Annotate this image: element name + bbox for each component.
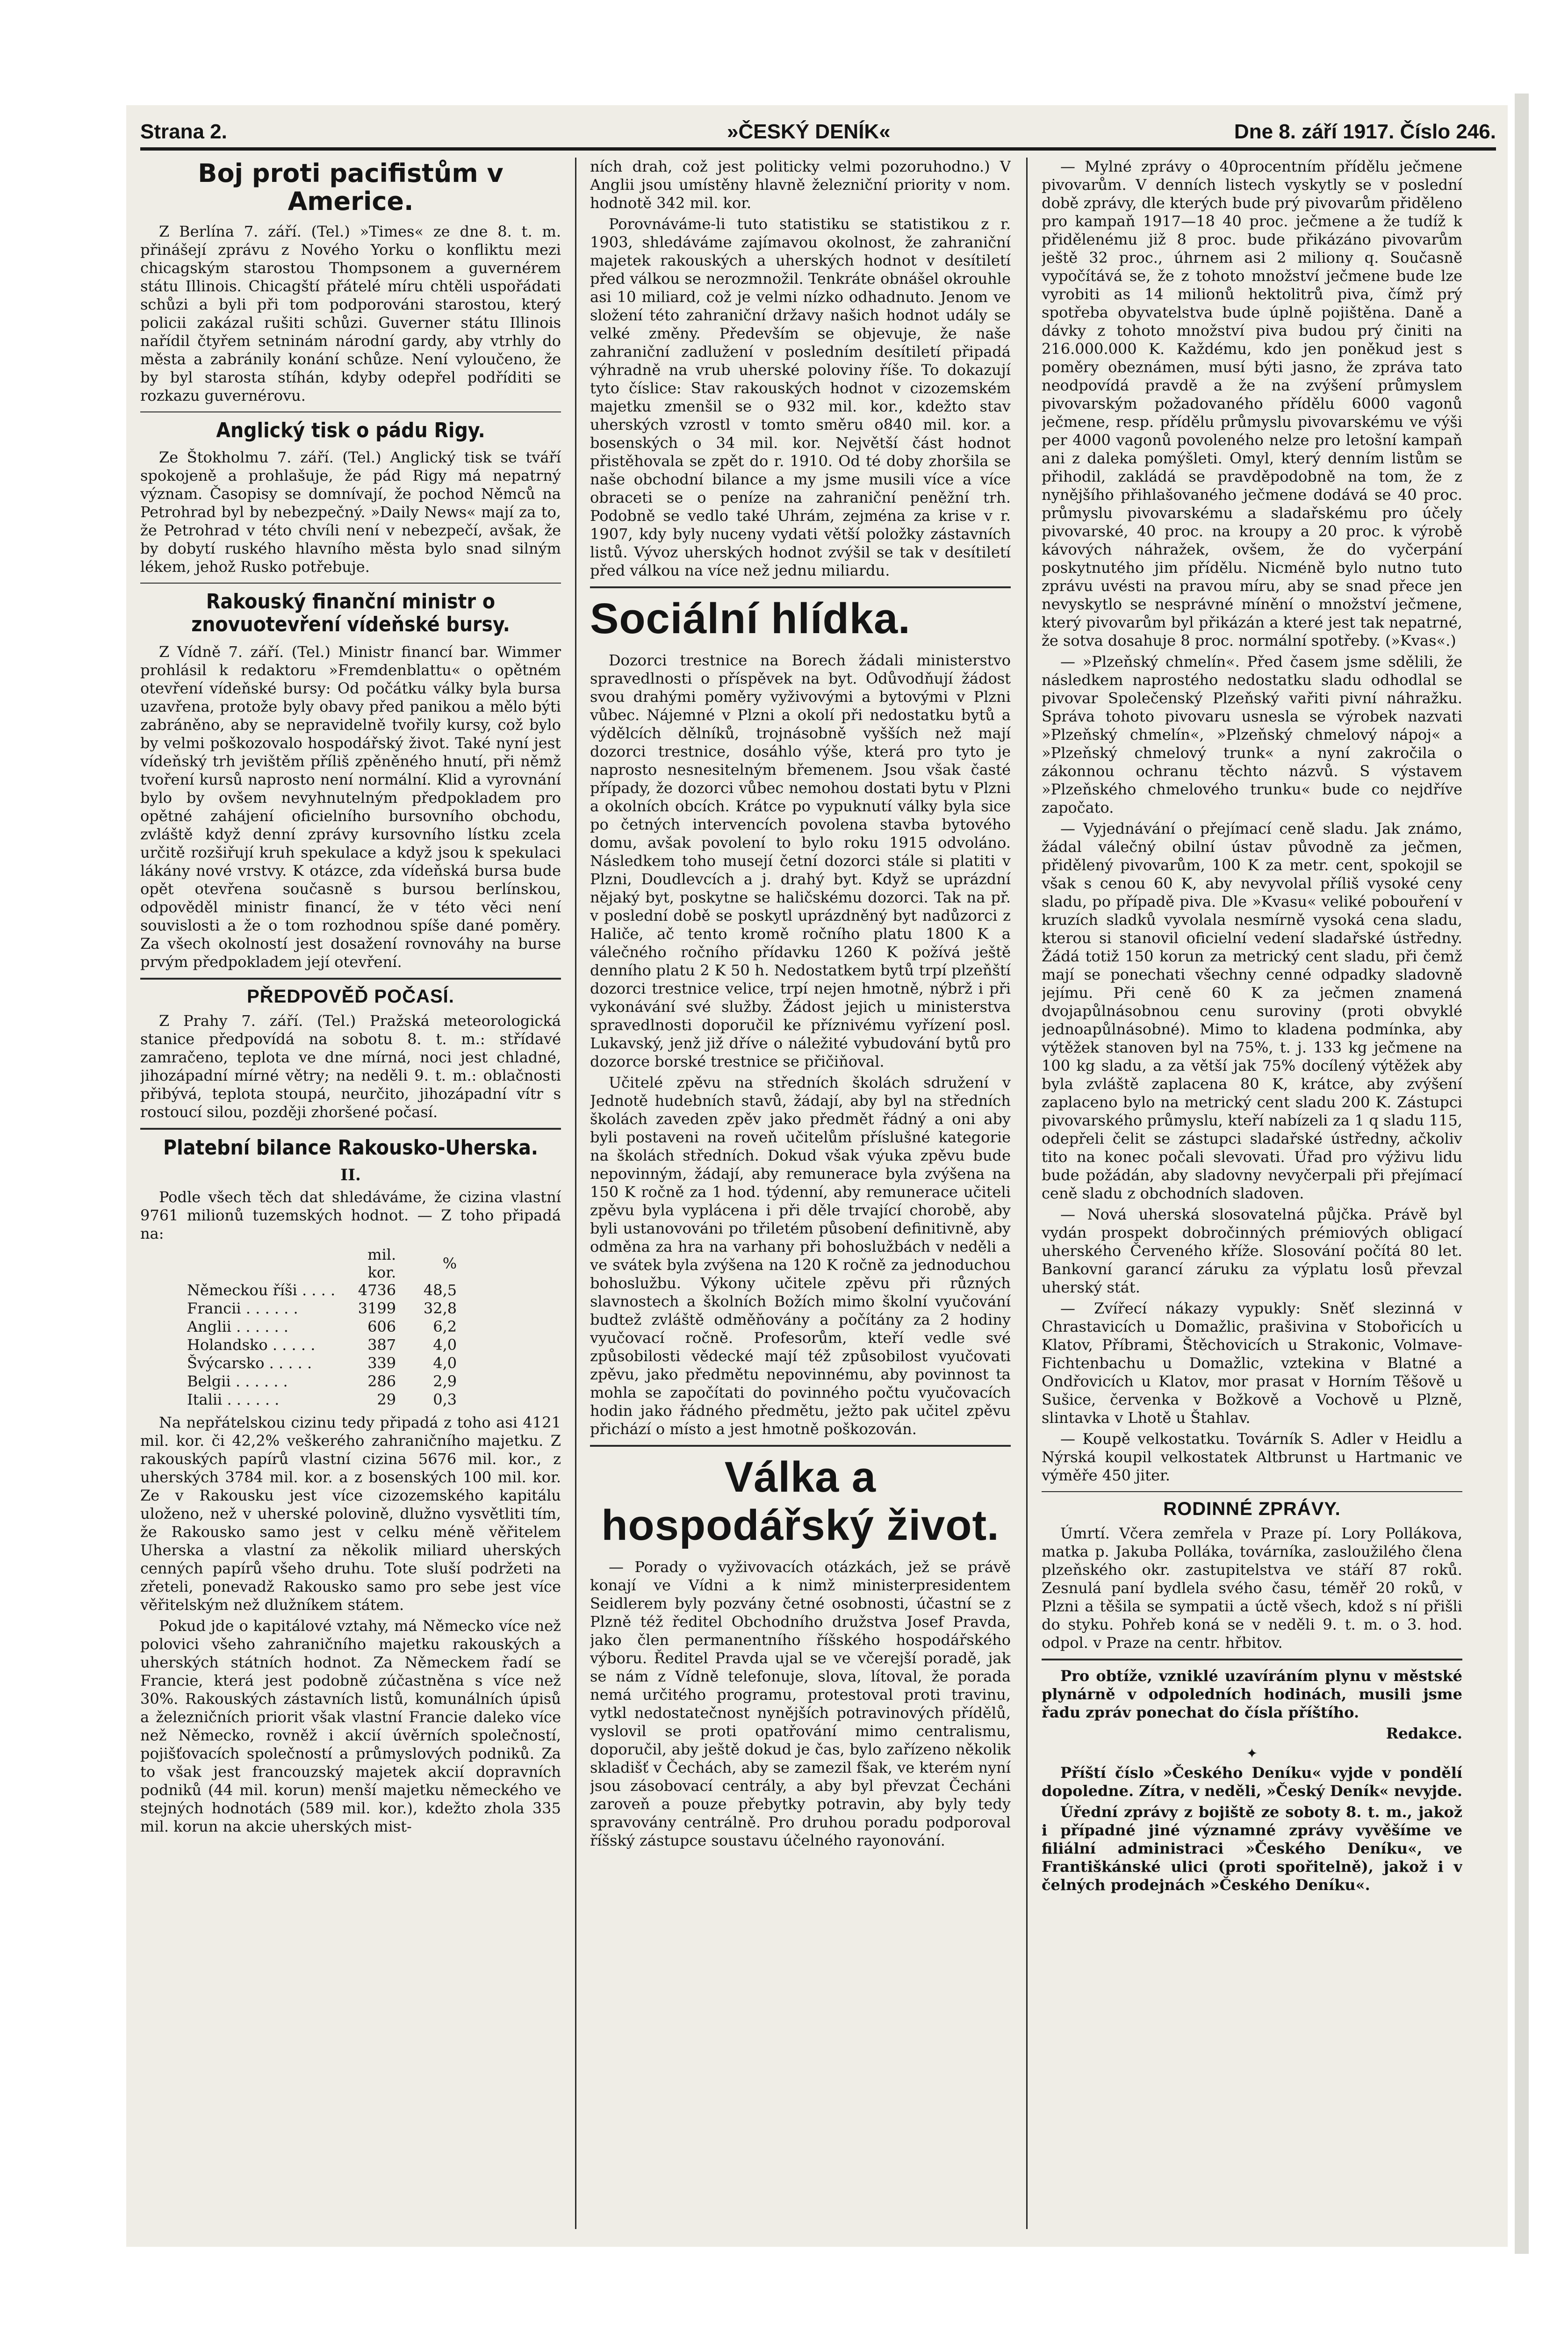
- table-row: Švýcarsko . . . . . 339 4,0: [187, 1354, 457, 1372]
- article-text: Pokud jde o kapitálové vztahy, má Německo více než polovici všeho zahraničního majetku rakouských a uherských státních hodnot. Za Německem řadí se Francie, která jest podobně zúčastněna s více než 30%. Rakouských zástavních listů, komunálních úpisů a železničních priorit však vlastní Francie daleko více než Německo, rovněž i akcií úvěrních společností, pojišťovacích společností a průmyslových podniků. Za to však jest francouzský majetek akcií dopravních podniků (44 mil. korun) menší majetku německého ve stejných hodnotách (589 mil. kor.), kdežto zhola 335 mil. korun na akcie uherských mist-: [140, 1617, 561, 1835]
- family-news-title: RODINNÉ ZPRÁVY.: [1163, 1499, 1341, 1519]
- article-text: Na nepřátelskou cizinu tedy připadá z toho asi 4121 mil. kor. či 42,2% veškerého zahraničního majetku. Z rakouských papírů vlastní cizina 5676 mil. kor., z uherských 3784 mil. kor. a z bosenských 100 mil. kor. Ze v Rakousku jest více cizozemského kapitálu uloženo, než v uherské polovině, dlužno vysvětliti tím, že Rakousko samo jest v celku méně věřitelem Uherska a vlastní za několik miliard uherských cenných papírů všeho druhu. Tote sluší podržeti na zřeteli, ponevadž Rakousko samo pro sebe jest více věřitelským než dlužníkem státem.: [140, 1414, 561, 1614]
- separator: [140, 1128, 561, 1130]
- weather-title: PŘEDPOVĚĎ POČASÍ.: [247, 986, 454, 1007]
- page-header: [140, 115, 1496, 151]
- news-item: — »Plzeňský chmelín«. Před časem jsme sdělili, že následkem naprostého nedostatku sladu odhodlal se pivovar Společenský Plzeňský vařiti pivní náhražku. Správa tohoto pivovaru usnesla se výrobek nazvati »Plzeňský chmelín«, »Plzeňský chmelový nápoj« a »Plzeňský chmelový trunk« a nyní zakročila o zákonnou ochranu těchto názvů. S výstavem »Plzeňského chmelového trunku« bude co nejdříve započato.: [1042, 653, 1462, 816]
- separator: [140, 978, 561, 980]
- news-item: — Vyjednávání o přejímací ceně sladu. Jak známo, žádal válečný obilní ústav původně za ječmen, přidělený pivovarům, 100 K za metr. cent, spokojil se však s cenou 60 K, aby nevyvolal příliš vysoké ceny sladu, po případě piva. Dle »Kvasu« veliké pobouření v kruzích sladků vyvolala nesmírně vysoká cena sladu, kterou si stanovil oficielní vedení sladařské ústředny. Žádá totiž 150 korun za metrický cent sladu, při čemž mají se ponechati všechny cenné odpadky sladovně jejímu. Při ceně 60 K za ječmen znamená dvojapůlnásobnou cenu suroviny (proti obvyklé jednoapůlnásobné). Mimo to kladena podmínka, aby výtěžek stanoven byl na 75%, t. j. 133 kg ječmene na 100 kg sladu, a za větší jak 75% docílený výtěžek aby byla zvláště zaplacena 80 K, krátce, aby zvýšení zaplaceno bylo na metrický cent sladu 200 K. Zástupci pivovarského průmyslu, kteří nabízeli za 1 q sladu 115, odepřeli čelit se zástupci sladařské ústředny, ačkoliv tito na konec počali slevovati. Úřad pro výživu lidu bude požádán, aby sladovny nevyčerpali při přejímací ceně sladu z obchodních sladoven.: [1042, 820, 1462, 1202]
- article-text: Z Vídně 7. září. (Tel.) Ministr financí bar. Wimmer prohlásil k redaktoru »Fremdenblattu« o opětném otevření vídeňské bursy: Od počátku války byla bursa uzavřena, protože byly obavy před panikou a mělo býti zabráněno, aby se nepravidelně tvořily kursy, což bylo by velmi poškozovalo hospodářský život. Také nyní jest vídeňský trh jevištěm příliš zpěněného hnutí, při němž tvoření kursů naprosto není normální. Klid a vyrovnání bylo by ovšem nevyhnutelným předpokladem pro opětné zahájení oficielního bursovního obchodu, zvláště když denní zprávy kursovního lístku zcela určitě rozšiřují kruh spekulace a když jsou k spekulaci lákány nové vrstvy. K otázce, zda vídeňská bursa bude opět otevřena současně s bursou berlínskou, odpověděl ministr financí, že v této věci není souvislosti a že o tom rozhodnou spíše dané poměry. Za všech okolností jest dosažení rovnováhy na burse prvým předpokladem její otevření.: [140, 642, 561, 971]
- article-title: Anglický tisk o pádu Rigy.: [216, 418, 485, 442]
- column-rule: [575, 158, 576, 2229]
- news-item: — Zvířecí nákazy vypukly: Sněť slezinná v Chrastavicích u Domažlic, prašivina v Stobořicích u Klatov, Příbrami, Štěchovicích u Strakonic, Volmave-Fichtenbachu u Domažlic, vztekina v Blatné a Ondřovicích u Klatov, mor prasat v Horním Těšově u Sušice, červenka v Božkově a Vochově u Plzně, slintavka v Lhotě u Štahlav.: [1042, 1299, 1462, 1427]
- notice-signature: Redakce.: [1386, 1725, 1462, 1742]
- article-text: — Porady o vyživovacích otázkách, jež se právě konají ve Vídni a k nimž ministerpresidentem Seidlerem byly pozvány četné osobnosti, účastní se z Plzně též ředitel Obchodního družstva Josef Pravda, jako člen permanentního říšského hospodářského výboru. Ředitel Pravda ujal se ve včerejší poradě, jak se nám z Vídně telefonuje, slova, lítoval, že porada nemá určitého programu, protestoval proti travinu, vytkl nedostatečnost nynějších potravinových přídělů, vyslovil se proti opatřování mimo centralismu, doporučil, aby ještě dokud je čas, bylo zařízeno několik skladišť v Čechách, aby se zamezil fšak, ve kterém nyní jsou zásobovací centrály, a aby byl převzat Čecháni zaroveň a pouze přebytky potravin, aby byly tedy spravovány centrálně. Pro druhou poradu podporoval říšský zástupce soustavu účelného rayonování.: [590, 1558, 1011, 1850]
- column-rule: [1026, 158, 1028, 2229]
- table-row: Anglii . . . . . . 606 6,2: [187, 1318, 457, 1335]
- article-subtitle: II.: [340, 1166, 361, 1184]
- article-text: Učitelé zpěvu na středních školách sdružení v Jednotě hudebních stavů, žádají, aby byl na středních školách zaveden zpěv jako předmět řádný a oni aby byli postaveni na roveň učitelům příslušné kategorie na školách středních. Dokud však výuka zpěvu bude nepovinným, žádají, aby remunerace byla zvýšena na 150 K ročně za 1 hod. týdenní, aby remunerace učiteli zpěvu byla vyplácena i při děle trvající chorobě, aby byli ustanovováni po třiletém působení definitivně, aby odměna za hra na varhany při bohoslužbách v neděli a ve svátek byla zvýšena na 120 K ročně za jednoduchou bohoslužbu. Výkony učitele zpěvu při různých slavnostech a školních Božích mimo školní vyučování budtež zvláště odměňovány a počítány za 2 hodiny vyučovací ročně. Profesorům, kteří vedle své způsobilosti vědecké mají též způsobilost vyučovati zpěvu, jako předmětu nepovinnému, aby povinnost ta mohla se započítati do povinného počtu vyučovacích hodin jako řádného předmětu, ježto pak učitel zpěvu přichází o místo a jest hmotně poškozován.: [590, 1074, 1011, 1438]
- separator: [590, 1445, 1011, 1447]
- separator: [1042, 1491, 1462, 1492]
- section-title: Válka a hospodářský život.: [601, 1453, 1000, 1550]
- column-header: %: [442, 1255, 457, 1272]
- table-row: Francii . . . . . . 3199 32,8: [187, 1299, 457, 1317]
- article-text: Ze Štokholmu 7. září. (Tel.) Anglický tisk se tváří spokojeně a prohlašuje, že pád Rigy má nepatrný význam. Časopisy se domnívají, že pochod Němců na Petrohrad byl by nebezpečný. »Daily News« mají za to, že Petrohrad v této chvíli není v nebezpečí, avšak, že by dobytí ruského hlavního města bylo snad silným lékem, jehož Rusko potřebuje.: [140, 448, 561, 576]
- table-row: Holandsko . . . . . 387 4,0: [187, 1336, 457, 1354]
- table-row: Italii . . . . . . 29 0,3: [187, 1391, 457, 1408]
- page-number: Strana 2.: [140, 120, 227, 143]
- separator: [1042, 1659, 1462, 1660]
- scan-edge: [1515, 94, 1529, 2254]
- article-text: Porovnáváme-li tuto statistiku se statistikou z r. 1903, shledáváme zajímavou okolnost, že zahraniční majetek rakouských a uherských hodnot v desítiletí před válkou se nerozmnožil. Tenkráte obnášel okrouhle asi 10 miliard, což je velmi nízko odhadnuto. Jenom ve složení této zahraniční državy našich hodnot udály se velké změny. Především se objevuje, že naše zahraniční zadlužení v posledním desítiletí připadá výhradně na vrub uherské poloviny říše. To dokazují tyto číslice: Stav rakouských hodnot v cizozemském majetku zmenšil se o 932 mil. kor., kdežto stav uherských vzrostl v tomto směru o840 mil. kor. a bosenských o 34 mil. kor. Největší část hodnot přistěhovala se zpět do r. 1910. Od té doby zhoršila se naše obchodní bilance a my jsme musili více a více obraceti se o peníze na zahraniční peněžní trh. Podobně se vedlo také Uhrám, zejména za krise v r. 1907, kdy byly nuceny vydati větší položky zástavních listů. Vývoz uherských hodnot zvýšil se tak v desítiletí před válkou na více než jednu miliardu.: [590, 215, 1011, 579]
- notice: Pro obtíže, vzniklé uzavíráním plynu v městské plynárně v odpoledních hodinách, musili jsme řadu zpráv ponechat do čísla příštího.: [1042, 1667, 1462, 1721]
- section-title: Sociální hlídka.: [590, 595, 911, 642]
- news-item: — Mylné zprávy o 40procentním přídělu ječmene pivovarům. V denních listech vyskytly se v poslední době zprávy, dle kterých bude prý pivovarům přiděleno pro kampaň 1917—18 40 proc. ječmene a že tudíž k přidělenému již 8 proc. bude přikázáno pivovarům ještě 32 proc., úhrnem asi 2 miliony q. Současně vypočítává se, že z tohoto množství ječmene bude lze vyrobiti as 14 milionů hektolitrů piva, čímž prý spotřeba obyvatelstva bude úplně pojištěna. Daně a dávky z tohoto množství piva budou prý činiti na 216.000.000 K. Každému, kdo jen poněkud jest s poměry obeznámen, musí býti jasno, že zpráva tato neodpovídá pravdě a že na zvýšení průmyslem pivovarským požadovaného přídělu 6000 vagonů ječmene, resp. přídělu průmyslu pivovarskému ve výši per 4000 vagonů povoleného nelze pro letošní kampaň ani z daleka pomýšleti. Omyl, který denním listům se přihodil, zakládá se pravděpodobně na tom, že z nynějšího přihlašovaného ječmene dodává se 40 proc. průmyslu pivovarskému a sladařskému pro účely pivovarské, 40 proc. na kroupy a 20 proc. k výrobě kávových náhražek, ovšem, že do vyčerpání poskytnutého jim přídělu. Nicméně bylo nutno tuto zprávu uvésti na pravou míru, aby se snad přece jen nevyskytlo se nesprávné mínění o množství ječmene, který pivovarům byl přikázán a které jest tak nepatrné, že sotva dosahuje 8 proc. normální spotřeby. (»Kvas«.): [1042, 158, 1462, 649]
- table-row: Německou říši . . . . 4736 48,5: [187, 1281, 457, 1299]
- column-3: [1042, 158, 1462, 2229]
- foreign-holdings-table: [182, 1246, 461, 1409]
- article-title: Platební bilance Rakousko-Uherska.: [163, 1135, 538, 1160]
- separator: [140, 583, 561, 584]
- weather-text: Z Prahy 7. září. (Tel.) Pražská meteorologická stanice předpovídá na sobotu 8. t. m.: střídavé zamračeno, teplota ve dne mírná, noci jest chladné, jihozápadní mírné větry; na neděli 9. t. m.: oblačnosti přibývá, teplota stoupá, neurčito, jihozápadní vítr s rostoucí silou, později zhoršené počasí.: [140, 1011, 561, 1121]
- article-text: Podle všech těch dat shledáváme, že cizina vlastní 9761 milionů tuzemských hodnot. — Z toho připadá na:: [140, 1188, 561, 1242]
- date-issue: Dne 8. září 1917. Číslo 246.: [1234, 120, 1496, 143]
- family-news-text: Úmrtí. Včera zemřela v Praze pí. Lory Pollákova, matka p. Jakuba Polláka, továrníka, zasloužilého člena plzeňského okr. zastupitelstva ve stáří 87 roků. Zesnulá paní bydlela svého času, téměř 20 roků, v Plzni a těšila se sympatii a úctě všech, kdož s ní přišli do styku. Pohřeb koná se v neděli 9. t. m. o 3. hod. odpol. v Praze na centr. hřbitov.: [1042, 1524, 1462, 1652]
- notice: Příští číslo »Českého Deníku« vyjde v pondělí dopoledne. Zítra, v neděli, »Český Deník« nevyjde.: [1042, 1764, 1462, 1800]
- column-header: mil. kor.: [367, 1246, 396, 1281]
- article-text: Z Berlína 7. září. (Tel.) »Times« ze dne 8. t. m. přinášejí zprávu z Nového Yorku o konfliktu mezi chicagským starostou Thompsonem a guvernérem státu Illinois. Chicagští přátelé míru chtěli uspořádati schůzi a byli při tom podporováni starostou, který policii zakázal rušiti schůzi. Guverner státu Illinois nařídil čtyřem setninám národní gardy, aby vtrhly do města a zabránily konání schůze. Není vyloučeno, že by byl starosta stíhán, kdyby odepřel podříditi se rozkazu guvernérovu.: [140, 222, 561, 404]
- article-text: Dozorci trestnice na Borech žádali ministerstvo spravedlnosti o příspěvek na byt. Odůvodňují žádost svou drahými poměry vyživovými a bytovými v Plzni vůbec. Nájemné v Plzni a okolí při nedostatku bytů a výdělcích dělníků, trojnásobně vyšších než mají dozorci trestnice, dosáhlo výše, která pro tyto je naprosto nesnesitelným břemenem. Jsou však časté případy, že dozorci vůbec nemohou dostati bytu v Plzni a okolních obcích. Krátce po vypuknutí války byla sice po četných intervencích povolena stavba bytového domu, avšak povolení to bylo roku 1915 odvoláno. Následkem toho musejí četní dozorci stále si platiti v Plzni, Doudlevcích a j. drahý byt. Když se uprázdní nějaký byt, poskytne se haličskému dozorci. Tak na př. v poslední době se poskytl uprázdněný byt nadůzorci z Haliče, ač tento kromě ročního platu 1800 K a válečného ročního přídavku 1260 K požívá ještě denního platu 2 K 50 h. Nedostatkem bytů trpí plzeňští dozorci trestnice velice, trpí nejen hmotně, nýbrž i při vykonávání své služby. Žádost jejich u ministerstva spravedlnosti doporučil ke příznivému vyřízení posl. Lukavský, jenž již dříve o náležité vybudování bytů pro dozorce borské trestnice se přičiňoval.: [590, 651, 1011, 1071]
- column-1: [140, 158, 561, 2229]
- ornament-icon: ✦: [1246, 1746, 1258, 1762]
- table-row: Belgii . . . . . . 286 2,9: [187, 1372, 457, 1390]
- masthead: »ČESKÝ DENÍK«: [727, 120, 891, 143]
- article-title: Boj proti pacifistům v Americe.: [198, 159, 503, 216]
- article-title: Rakouský finanční ministr o znovuotevření vídeňské bursy.: [191, 590, 510, 637]
- newspaper-page: [126, 105, 1508, 2247]
- notice: Úřední zprávy z bojiště ze soboty 8. t. m., jakož i případné jiné významné zprávy vyvěšíme ve filiální administraci »Českého Deníku«, ve Františkánské ulici (proti spořitelně), jakož i v čelných prodejnách »Českého Deníku«.: [1042, 1803, 1462, 1894]
- news-item: — Nová uherská slosovatelná půjčka. Právě byl vydán prospekt dobročinných prémiových obligací uherského Červeného kříže. Slosování počítá 80 let. Bankovní garancí záruku za výplatu losů převzal uherský stát.: [1042, 1205, 1462, 1296]
- table-header-row: [182, 1246, 461, 1281]
- column-2: [590, 158, 1011, 2229]
- article-text: ních drah, což jest politicky velmi pozoruhodno.) V Anglii jsou umístěny hlavně železniční priority v nom. hodnotě 342 mil. kor.: [590, 158, 1011, 212]
- separator: [590, 586, 1011, 588]
- separator: [140, 411, 561, 412]
- news-item: — Koupě velkostatku. Továrník S. Adler v Heidlu a Nýrská koupil velkostatek Altbrunst u Hartmanic ve výměře 450 jiter.: [1042, 1430, 1462, 1484]
